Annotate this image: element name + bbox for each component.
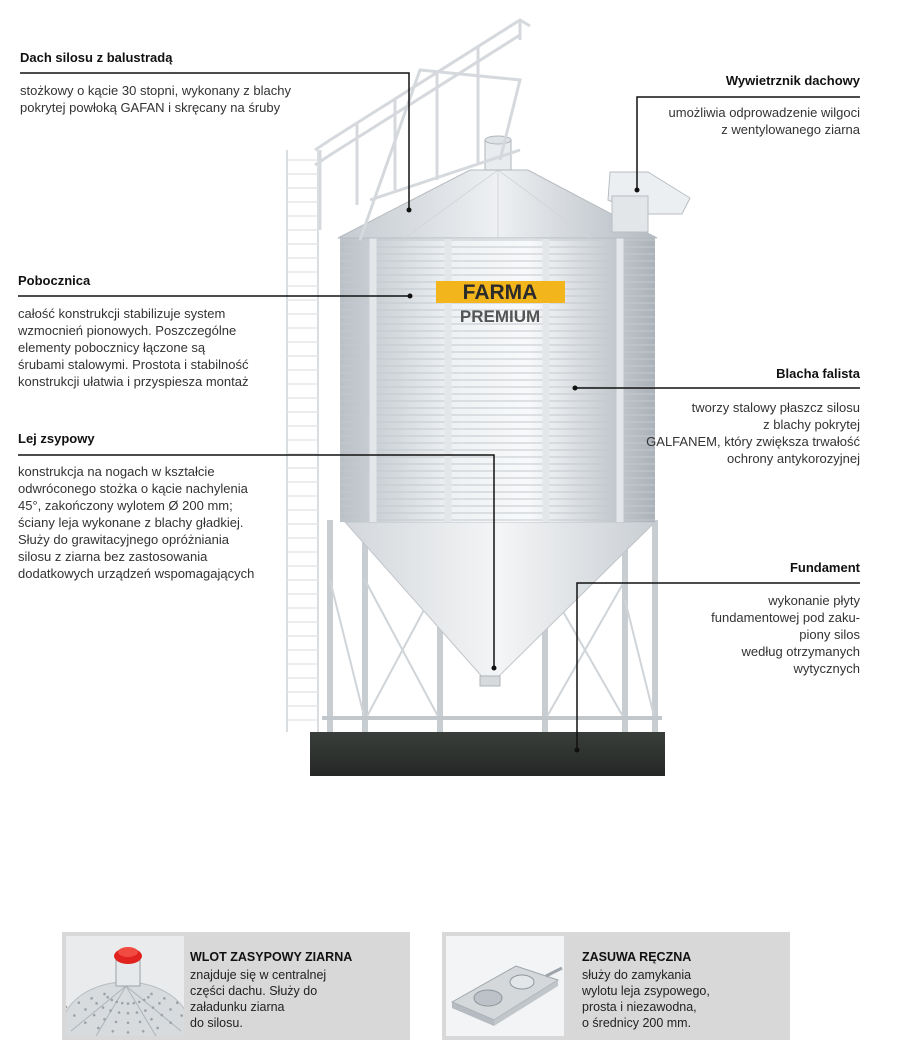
roof-callout-text: stożkowy o kącie 30 stopni, wykonany z blachy pokrytej powłoką GAFAN i skręcany na śruby xyxy=(20,83,291,115)
hopper-callout-title: Lej zsypowy xyxy=(18,431,95,446)
hopper-cone xyxy=(345,522,655,680)
foundation-callout-text: wykonanie płyty fundamentowej pod zaku- piony silos według otrzymanych wytycznych xyxy=(711,593,860,676)
sheet-callout-title: Blacha falista xyxy=(776,366,860,381)
side-callout-title: Pobocznica xyxy=(18,273,91,288)
roof-callout-title: Dach silosu z balustradą xyxy=(20,50,173,65)
inlet-card-title: WLOT ZASYPOWY ZIARNA xyxy=(190,950,353,964)
vent-callout-title: Wywietrznik dachowy xyxy=(725,73,860,88)
inlet-card xyxy=(62,932,410,1040)
inlet-card-text: znajduje się w centralnej części dachu. Służy do załadunku ziarna do silosu. xyxy=(190,968,327,1030)
inlet-image xyxy=(66,936,184,1036)
hopper-callout-text: konstrukcja na nogach w kształcie odwróconego stożka o kącie nachylenia 45°, zakończony wylotem Ø 200 mm; ściany leja wykonane z blachy gładkiej. Służy do grawitacyjnego opróżniania silosu z ziarna bez zastosowania dodatkowych urządzeń wspomagających xyxy=(18,464,255,581)
gate-card xyxy=(442,932,790,1040)
silo-body xyxy=(340,236,655,522)
vent-callout-text: umożliwia odprowadzenie wilgoci z wentylowanego ziarna xyxy=(668,105,860,137)
foundation-slab xyxy=(310,732,665,776)
ladder-rungs xyxy=(287,160,318,720)
brand-name-bottom: PREMIUM xyxy=(459,307,541,326)
side-ladder xyxy=(287,150,318,732)
gate-card-title: ZASUWA RĘCZNA xyxy=(582,950,692,964)
roof-vent xyxy=(608,172,690,232)
foundation-callout-title: Fundament xyxy=(789,560,860,575)
hopper-outlet xyxy=(480,676,500,686)
brand-name-top: FARMA xyxy=(462,281,538,304)
sheet-callout-text: tworzy stalowy płaszcz silosu z blachy pokrytej GALFANEM, który zwiększa trwałość ochrony antykorozyjnej xyxy=(646,400,860,466)
gate-image xyxy=(446,936,564,1036)
gate-card-text: służy do zamykania wylotu leja zsypowego, prosta i niezawodna, o średnicy 200 mm. xyxy=(582,968,710,1030)
side-callout-text: całość konstrukcji stabilizuje system wzmocnień pionowych. Poszczególne elementy pobocznicy łączone są śrubami stalowymi. Prostota i stabilność konstrukcji ułatwia i przyspiesza montaż xyxy=(18,306,249,389)
